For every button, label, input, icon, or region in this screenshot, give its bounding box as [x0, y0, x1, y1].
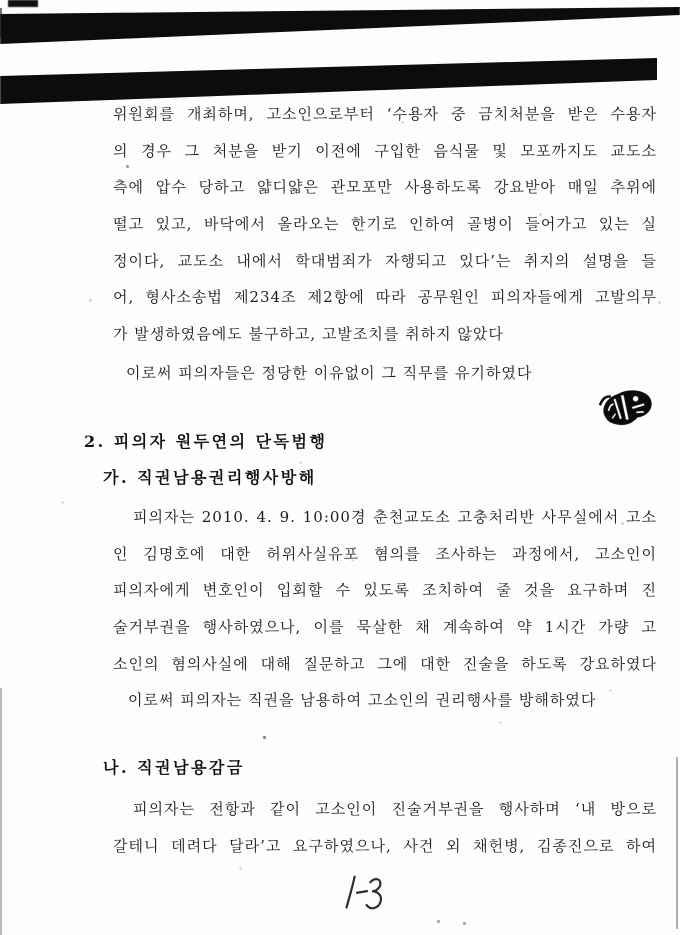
text-line: 피의자는 2010. 4. 9. 10:00경 춘천교도소 고충처리반 사무실에서 고소: [133, 508, 657, 526]
conclusion-line: 이로써 피의자는 직권을 남용하여 고소인의 권리행사를 방해하였다: [128, 691, 597, 709]
page-number-handwritten: [337, 869, 391, 919]
text-line: 술거부권을 행사하였으나, 이를 묵살한 채 계속하여 약 1시간 가량 고: [113, 618, 657, 637]
scan-edge-line-left: [0, 688, 2, 935]
scan-corner-blot: [8, 0, 38, 7]
text-line: 가 발생하였음에도 불구하고, 고발조치를 취하지 않았다: [113, 325, 504, 344]
subsection-a-heading: 가. 직권남용권리행사방해: [103, 468, 317, 487]
text-line: 피의자에게 변호인이 입회할 수 있도록 조치하여 줄 것을 요구하며 진: [113, 581, 657, 600]
ink-seal-stamp-icon: [594, 382, 659, 433]
text-line: 측에 압수 당하고 얇디얇은 관모포만 사용하도록 강요받아 매일 추위에: [113, 178, 657, 197]
conclusion-line: 이로써 피의자들은 정당한 이유없이 그 직무를 유기하였다: [126, 364, 533, 382]
scan-edge-mark-left: [0, 8, 2, 38]
text-line: 어, 형사소송법 제234조 제2항에 따라 공무원인 피의자들에게 고발의무: [113, 288, 657, 307]
continuation-paragraph: [113, 96, 657, 353]
subsection-a-paragraph: [113, 499, 657, 682]
text-line: 위원회를 개최하며, 고소인으로부터 ‘수용자 중 금치처분을 받은 수용자: [113, 105, 657, 123]
scan-edge-line-right: [676, 757, 678, 929]
text-line: 의 경우 그 처분을 받기 이전에 구입한 음식물 및 모포까지도 교도소: [113, 141, 657, 160]
section-heading: 2. 피의자 원두연의 단독범행: [84, 432, 328, 451]
text-line: 인 김명호에 대한 허위사실유포 혐의를 조사하는 과정에서, 고소인이: [113, 544, 657, 563]
text-line: 피의자는 전항과 같이 고소인이 진술거부권을 행사하며 ‘내 방으로: [133, 800, 657, 818]
text-line: 갈테니 데려다 달라’고 요구하였으나, 사건 외 채헌병, 김종진으로 하여: [113, 836, 657, 855]
scan-noise: [0, 0, 1, 1]
subsection-b-heading: 나. 직권남용감금: [103, 758, 245, 777]
text-line: 소인의 혐의사실에 대해 질문하고 그에 대한 진술을 하도록 강요하였다: [113, 654, 657, 673]
text-line: 정이다, 교도소 내에서 학대범죄가 자행되고 있다’는 취지의 설명을 들: [113, 251, 657, 270]
subsection-b-paragraph: [113, 791, 657, 864]
text-line: 떨고 있고, 바닥에서 올라오는 한기로 인하여 골병이 들어가고 있는 실: [113, 215, 657, 234]
